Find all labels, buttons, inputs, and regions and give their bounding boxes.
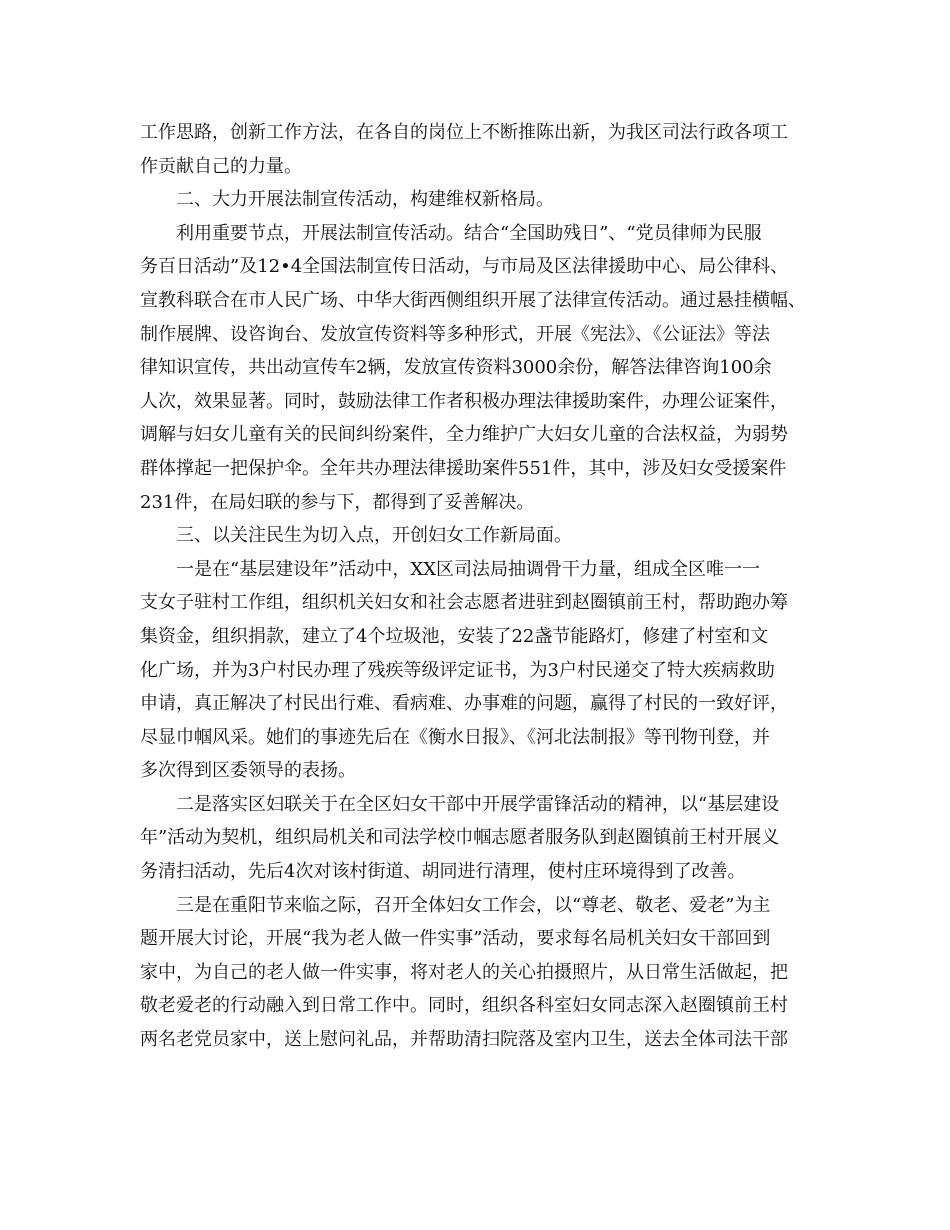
text-line: 人次，效果显著。同时，鼓励法律工作者积极办理法律援助案件，办理公证案件， xyxy=(140,390,788,412)
section-heading: 二、大力开展法制宣传活动，构建维权新格局。 xyxy=(176,189,554,211)
text-line: 务百日活动”及12•4全国法制宣传日活动，与市局及区法律援助中心、局公律科、 xyxy=(140,256,789,278)
text-line: 二是落实区妇联关于在全区妇女干部中开展学雷锋活动的精神，以“基层建设 xyxy=(176,793,780,815)
text-line: 务清扫活动，先后4次对该村街道、胡同进行清理，使村庄环境得到了改善。 xyxy=(140,861,746,883)
text-line: 年”活动为契机，组织局机关和司法学校巾帼志愿者服务队到赵圈镇前王村开展义 xyxy=(140,827,780,849)
text-line: 支女子驻村工作组，组织机关妇女和社会志愿者进驻到赵圈镇前王村，帮助跑办筹 xyxy=(140,592,788,614)
text-line: 工作思路，创新工作方法，在各自的岗位上不断推陈出新，为我区司法行政各项工 xyxy=(140,122,788,143)
section-heading: 三、以关注民生为切入点，开创妇女工作新局面。 xyxy=(176,525,572,547)
text-line: 调解与妇女儿童有关的民间纠纷案件，全力维护广大妇女儿童的合法权益，为弱势 xyxy=(140,424,788,446)
text-line: 作贡献自己的力量。 xyxy=(140,155,302,177)
text-line: 231件，在局妇联的参与下，都得到了妥善解决。 xyxy=(140,491,535,513)
text-line: 群体撑起一把保护伞。全年共办理法律援助案件551件，其中，涉及妇女受援案件 xyxy=(140,457,787,479)
document-body xyxy=(140,116,812,1057)
text-line: 宣教科联合在市人民广场、中华大街西侧组织开展了法律宣传活动。通过悬挂横幅、 xyxy=(140,289,806,311)
text-line: 申请，真正解决了村民出行难、看病难、办事难的问题，赢得了村民的一致好评， xyxy=(140,693,788,715)
text-line: 多次得到区委领导的表扬。 xyxy=(140,760,356,782)
text-line: 题开展大讨论，开展“我为老人做一件实事”活动，要求每名局机关妇女干部回到 xyxy=(140,928,771,950)
text-line: 两名老党员家中，送上慰问礼品，并帮助清扫院落及室内卫生，送去全体司法干部 xyxy=(140,1029,788,1051)
text-line: 利用重要节点，开展法制宣传活动。结合“全国助残日”、“党员律师为民服 xyxy=(176,222,762,244)
text-line: 集资金，组织捐款，建立了4个垃圾池，安装了22盏节能路灯，修建了村室和文 xyxy=(140,625,769,647)
text-line: 律知识宣传，共出动宣传车2辆，发放宣传资料3000余份，解答法律咨询100余 xyxy=(140,357,772,379)
text-line: 一是在“基层建设年”活动中，XX区司法局抽调骨干力量，组成全区唯一一 xyxy=(176,558,761,580)
text-line: 化广场，并为3户村民办理了残疾等级评定证书，为3户村民递交了特大疾病救助 xyxy=(140,659,775,681)
text-line: 三是在重阳节来临之际，召开全体妇女工作会，以“尊老、敬老、爱老”为主 xyxy=(176,894,771,916)
text-line: 制作展牌、设咨询台、发放宣传资料等多种形式，开展《宪法》、《公证法》等法 xyxy=(140,323,770,345)
text-line: 家中，为自己的老人做一件实事，将对老人的关心拍摄照片，从日常生活做起，把 xyxy=(140,961,788,983)
text-line: 尽显巾帼风采。她们的事迹先后在《衡水日报》、《河北法制报》等刊物刊登，并 xyxy=(140,726,770,748)
text-line: 敬老爱老的行动融入到日常工作中。同时，组织各科室妇女同志深入赵圈镇前王村 xyxy=(140,995,788,1017)
